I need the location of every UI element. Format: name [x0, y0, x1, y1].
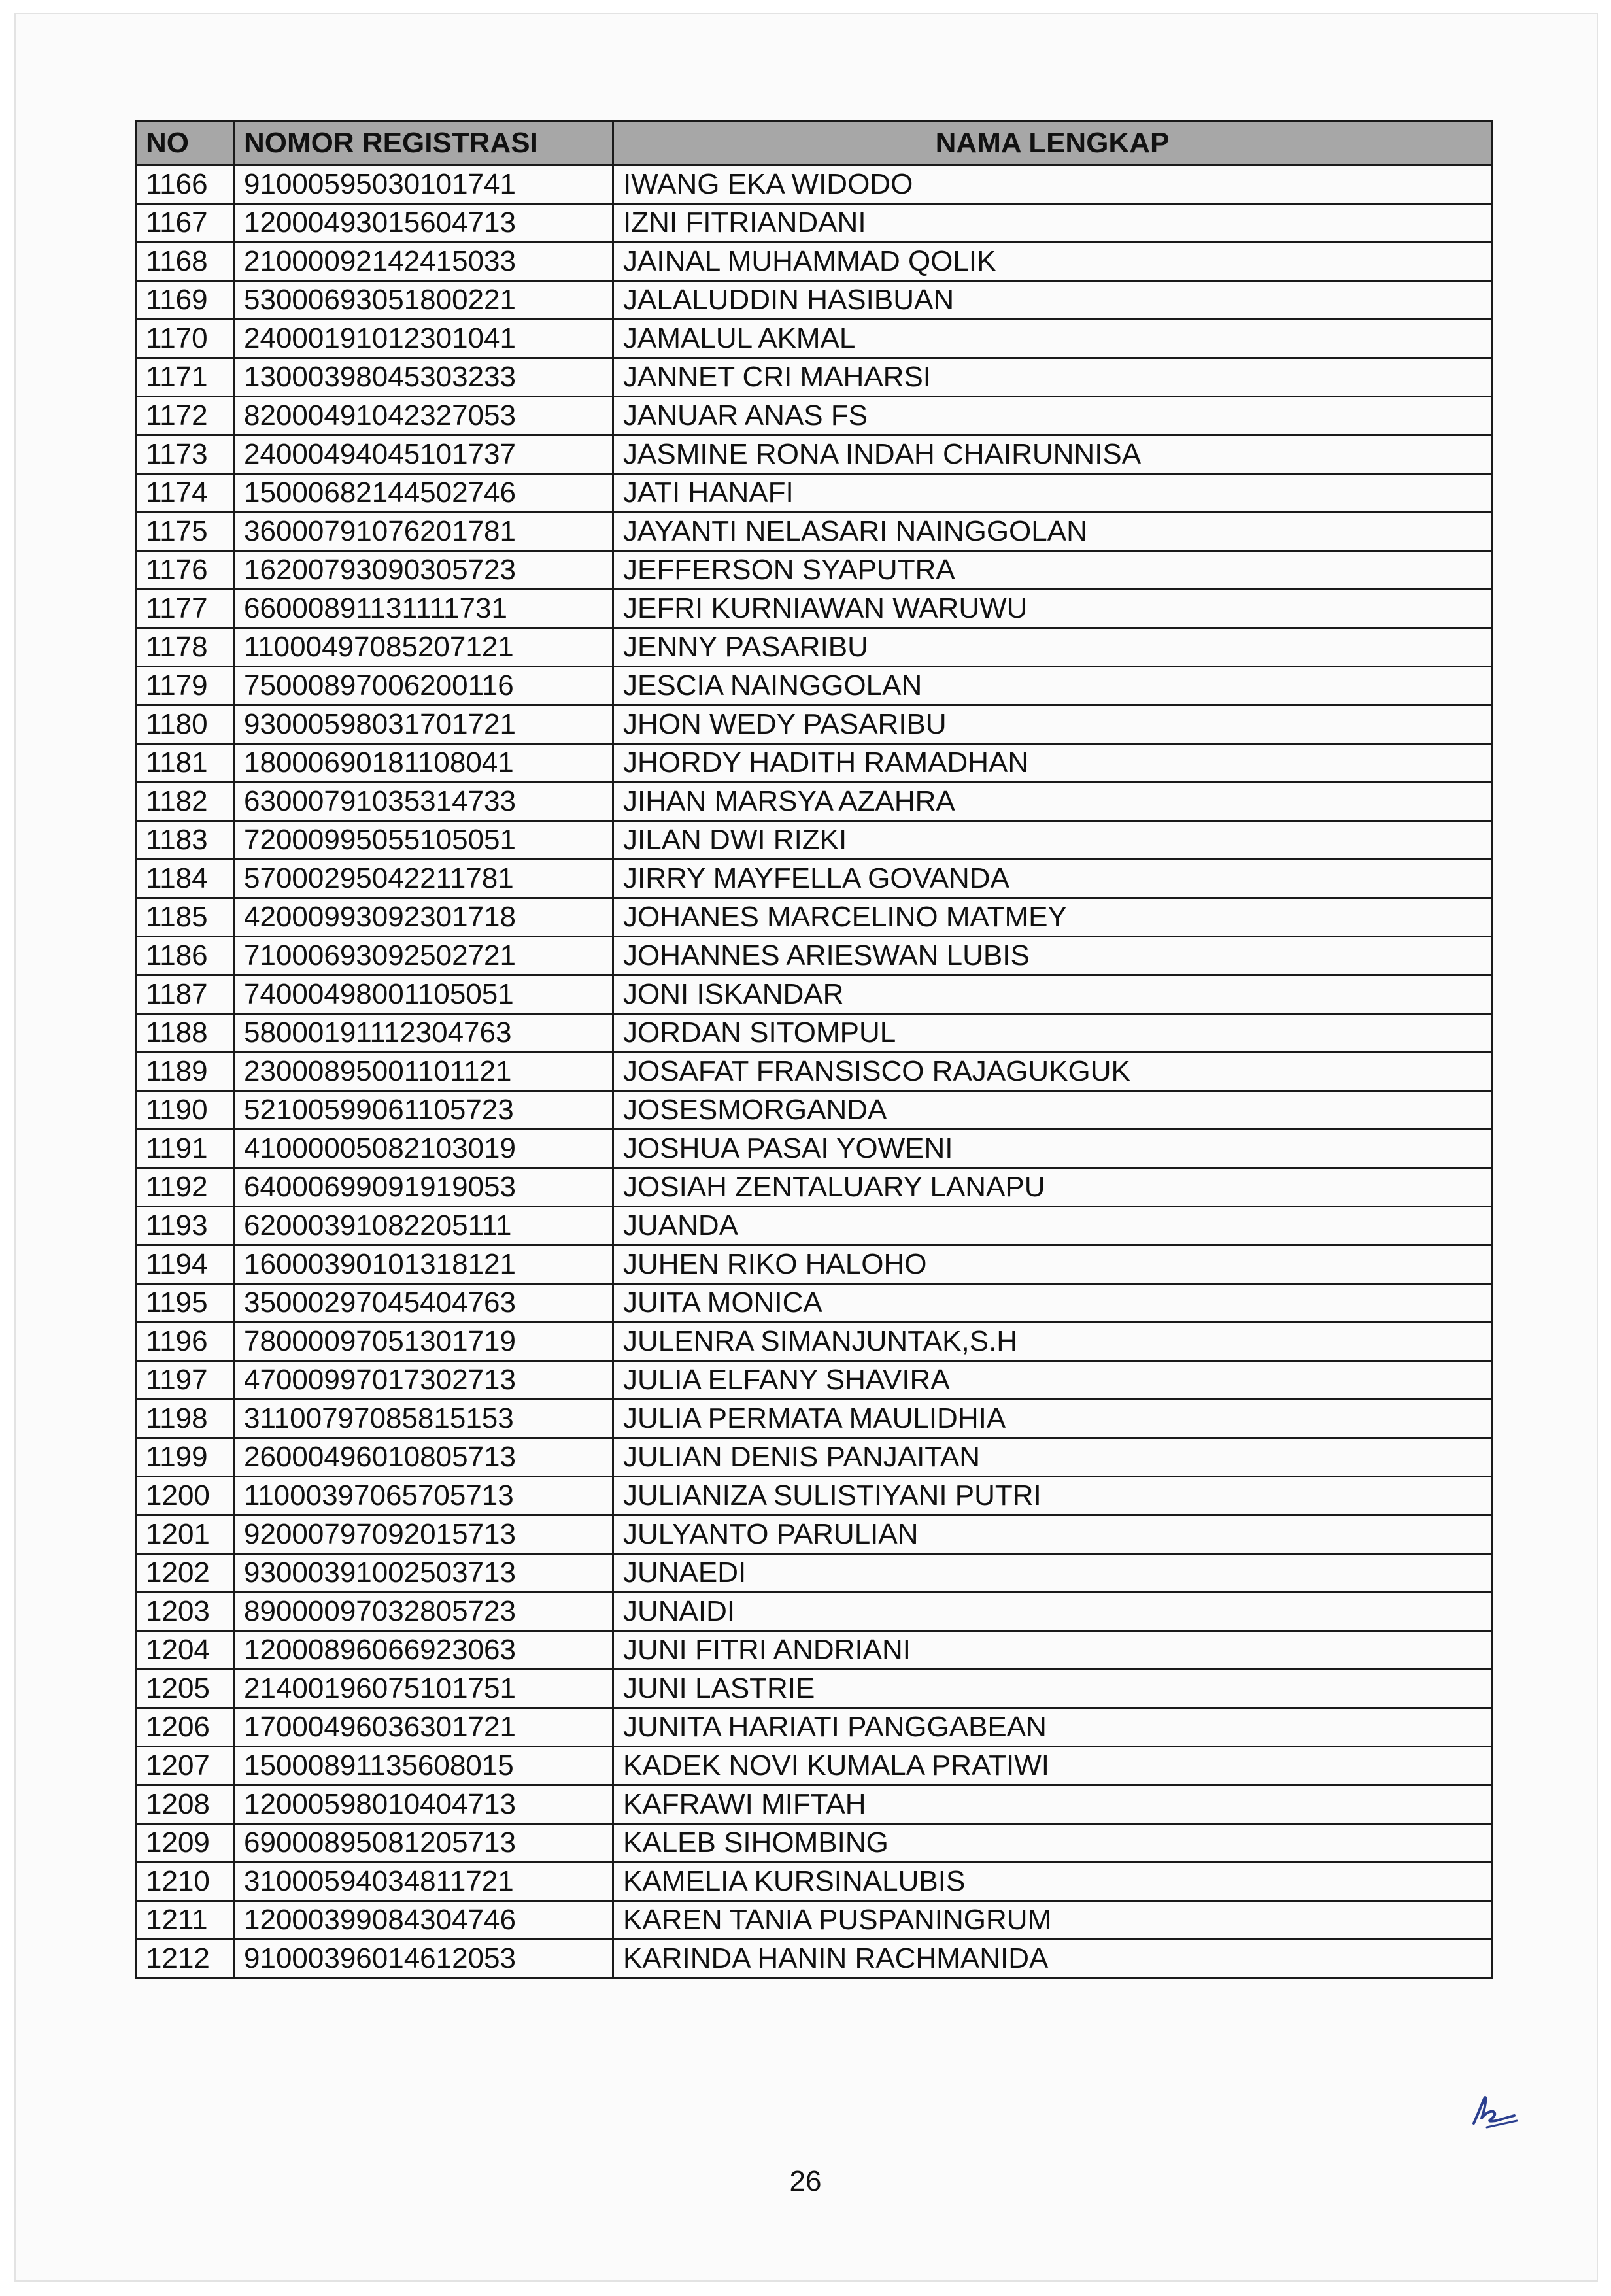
- full-name-cell: JEFRI KURNIAWAN WARUWU: [613, 590, 1492, 628]
- table-row: [136, 1940, 1492, 1978]
- row-number-cell: 1199: [136, 1438, 234, 1477]
- row-number-cell: 1200: [136, 1477, 234, 1515]
- full-name-cell: KADEK NOVI KUMALA PRATIWI: [613, 1747, 1492, 1785]
- registration-number-cell: 52100599061105723: [234, 1091, 613, 1130]
- row-number-cell: 1168: [136, 243, 234, 281]
- full-name-cell: JUHEN RIKO HALOHO: [613, 1245, 1492, 1284]
- table-row: [136, 1130, 1492, 1168]
- full-name-cell: JENNY PASARIBU: [613, 628, 1492, 667]
- registration-number-cell: 74000498001105051: [234, 975, 613, 1014]
- registration-number-cell: 58000191112304763: [234, 1014, 613, 1053]
- row-number-cell: 1193: [136, 1207, 234, 1245]
- full-name-cell: JORDAN SITOMPUL: [613, 1014, 1492, 1053]
- full-name-cell: JUNI LASTRIE: [613, 1670, 1492, 1708]
- table-row: [136, 667, 1492, 705]
- row-number-cell: 1206: [136, 1708, 234, 1747]
- registration-number-cell: 21000092142415033: [234, 243, 613, 281]
- registration-number-cell: 82000491042327053: [234, 397, 613, 435]
- full-name-cell: JUNAIDI: [613, 1593, 1492, 1631]
- full-name-cell: KAMELIA KURSINALUBIS: [613, 1863, 1492, 1901]
- registration-number-cell: 15000891135608015: [234, 1747, 613, 1785]
- full-name-cell: JASMINE RONA INDAH CHAIRUNNISA: [613, 435, 1492, 474]
- table-row: [136, 744, 1492, 783]
- row-number-cell: 1196: [136, 1323, 234, 1361]
- full-name-cell: JHON WEDY PASARIBU: [613, 705, 1492, 744]
- full-name-cell: JULIA ELFANY SHAVIRA: [613, 1361, 1492, 1400]
- registration-number-cell: 21400196075101751: [234, 1670, 613, 1708]
- row-number-cell: 1169: [136, 281, 234, 320]
- table-row: [136, 1400, 1492, 1438]
- table-row: [136, 628, 1492, 667]
- registration-number-cell: 62000391082205111: [234, 1207, 613, 1245]
- row-number-cell: 1189: [136, 1053, 234, 1091]
- table-row: [136, 358, 1492, 397]
- table-row: [136, 937, 1492, 975]
- registration-number-cell: 91000595030101741: [234, 165, 613, 204]
- table-row: [136, 435, 1492, 474]
- full-name-cell: JUITA MONICA: [613, 1284, 1492, 1323]
- full-name-cell: JULYANTO PARULIAN: [613, 1515, 1492, 1554]
- table-row: [136, 1593, 1492, 1631]
- row-number-cell: 1173: [136, 435, 234, 474]
- table-row: [136, 320, 1492, 358]
- full-name-cell: JAYANTI NELASARI NAINGGOLAN: [613, 513, 1492, 551]
- full-name-cell: JILAN DWI RIZKI: [613, 821, 1492, 860]
- row-number-cell: 1166: [136, 165, 234, 204]
- row-number-cell: 1181: [136, 744, 234, 783]
- full-name-cell: KARINDA HANIN RACHMANIDA: [613, 1940, 1492, 1978]
- row-number-cell: 1205: [136, 1670, 234, 1708]
- registration-number-cell: 63000791035314733: [234, 783, 613, 821]
- table-row: [136, 1863, 1492, 1901]
- registration-number-cell: 41000005082103019: [234, 1130, 613, 1168]
- registration-number-cell: 36000791076201781: [234, 513, 613, 551]
- table-row: [136, 821, 1492, 860]
- full-name-cell: JAINAL MUHAMMAD QOLIK: [613, 243, 1492, 281]
- registration-number-cell: 78000097051301719: [234, 1323, 613, 1361]
- full-name-cell: JULENRA SIMANJUNTAK,S.H: [613, 1323, 1492, 1361]
- table-row: [136, 1207, 1492, 1245]
- table-header-row: [136, 122, 1492, 165]
- full-name-cell: JALALUDDIN HASIBUAN: [613, 281, 1492, 320]
- registration-number-cell: 12000493015604713: [234, 204, 613, 243]
- row-number-cell: 1180: [136, 705, 234, 744]
- row-number-cell: 1202: [136, 1554, 234, 1593]
- row-number-cell: 1186: [136, 937, 234, 975]
- row-number-cell: 1171: [136, 358, 234, 397]
- row-number-cell: 1172: [136, 397, 234, 435]
- table-row: [136, 1361, 1492, 1400]
- registration-number-cell: 17000496036301721: [234, 1708, 613, 1747]
- registration-number-cell: 47000997017302713: [234, 1361, 613, 1400]
- full-name-cell: JHORDY HADITH RAMADHAN: [613, 744, 1492, 783]
- registration-number-cell: 42000993092301718: [234, 898, 613, 937]
- header-no: NO: [136, 122, 234, 165]
- table-row: [136, 1631, 1492, 1670]
- table-row: [136, 1747, 1492, 1785]
- row-number-cell: 1201: [136, 1515, 234, 1554]
- table-row: [136, 204, 1492, 243]
- table-row: [136, 1670, 1492, 1708]
- registration-number-cell: 11000397065705713: [234, 1477, 613, 1515]
- full-name-cell: JONI ISKANDAR: [613, 975, 1492, 1014]
- row-number-cell: 1194: [136, 1245, 234, 1284]
- table-row: [136, 705, 1492, 744]
- full-name-cell: JOSIAH ZENTALUARY LANAPU: [613, 1168, 1492, 1207]
- registration-number-cell: 71000693092502721: [234, 937, 613, 975]
- table-row: [136, 783, 1492, 821]
- table-row: [136, 513, 1492, 551]
- registration-number-cell: 53000693051800221: [234, 281, 613, 320]
- registration-number-cell: 64000699091919053: [234, 1168, 613, 1207]
- full-name-cell: JIRRY MAYFELLA GOVANDA: [613, 860, 1492, 898]
- full-name-cell: JULIA PERMATA MAULIDHIA: [613, 1400, 1492, 1438]
- row-number-cell: 1204: [136, 1631, 234, 1670]
- table-row: [136, 1245, 1492, 1284]
- row-number-cell: 1198: [136, 1400, 234, 1438]
- table-row: [136, 1901, 1492, 1940]
- row-number-cell: 1207: [136, 1747, 234, 1785]
- full-name-cell: JOHANES MARCELINO MATMEY: [613, 898, 1492, 937]
- table-row: [136, 1708, 1492, 1747]
- row-number-cell: 1211: [136, 1901, 234, 1940]
- full-name-cell: JUANDA: [613, 1207, 1492, 1245]
- registration-number-cell: 57000295042211781: [234, 860, 613, 898]
- registration-number-cell: 26000496010805713: [234, 1438, 613, 1477]
- registration-number-cell: 75000897006200116: [234, 667, 613, 705]
- registration-number-cell: 24000494045101737: [234, 435, 613, 474]
- row-number-cell: 1176: [136, 551, 234, 590]
- row-number-cell: 1195: [136, 1284, 234, 1323]
- table-row: [136, 975, 1492, 1014]
- row-number-cell: 1177: [136, 590, 234, 628]
- full-name-cell: JANUAR ANAS FS: [613, 397, 1492, 435]
- table-row: [136, 165, 1492, 204]
- table-row: [136, 1323, 1492, 1361]
- table-row: [136, 1785, 1492, 1824]
- row-number-cell: 1191: [136, 1130, 234, 1168]
- registration-number-cell: 91000396014612053: [234, 1940, 613, 1978]
- table-row: [136, 281, 1492, 320]
- registration-number-cell: 92000797092015713: [234, 1515, 613, 1554]
- table-row: [136, 1477, 1492, 1515]
- table-row: [136, 243, 1492, 281]
- full-name-cell: JUNI FITRI ANDRIANI: [613, 1631, 1492, 1670]
- signature-mark: [1465, 2089, 1523, 2135]
- full-name-cell: JEFFERSON SYAPUTRA: [613, 551, 1492, 590]
- table-row: [136, 474, 1492, 513]
- row-number-cell: 1188: [136, 1014, 234, 1053]
- full-name-cell: JESCIA NAINGGOLAN: [613, 667, 1492, 705]
- row-number-cell: 1187: [136, 975, 234, 1014]
- table-row: [136, 1014, 1492, 1053]
- full-name-cell: JOHANNES ARIESWAN LUBIS: [613, 937, 1492, 975]
- table-body: [136, 165, 1492, 1978]
- full-name-cell: JIHAN MARSYA AZAHRA: [613, 783, 1492, 821]
- row-number-cell: 1170: [136, 320, 234, 358]
- registration-number-cell: 89000097032805723: [234, 1593, 613, 1631]
- row-number-cell: 1184: [136, 860, 234, 898]
- row-number-cell: 1192: [136, 1168, 234, 1207]
- table-row: [136, 1515, 1492, 1554]
- registration-number-cell: 31000594034811721: [234, 1863, 613, 1901]
- header-full-name: NAMA LENGKAP: [613, 122, 1492, 165]
- registration-number-cell: 12000598010404713: [234, 1785, 613, 1824]
- row-number-cell: 1185: [136, 898, 234, 937]
- registration-number-cell: 16000390101318121: [234, 1245, 613, 1284]
- registration-number-cell: 93000598031701721: [234, 705, 613, 744]
- row-number-cell: 1167: [136, 204, 234, 243]
- row-number-cell: 1183: [136, 821, 234, 860]
- registration-number-cell: 16200793090305723: [234, 551, 613, 590]
- table-row: [136, 397, 1492, 435]
- full-name-cell: JATI HANAFI: [613, 474, 1492, 513]
- full-name-cell: JANNET CRI MAHARSI: [613, 358, 1492, 397]
- full-name-cell: KALEB SIHOMBING: [613, 1824, 1492, 1863]
- table-row: [136, 1053, 1492, 1091]
- full-name-cell: JOSAFAT FRANSISCO RAJAGUKGUK: [613, 1053, 1492, 1091]
- row-number-cell: 1182: [136, 783, 234, 821]
- page-number: 26: [789, 2165, 822, 2197]
- row-number-cell: 1197: [136, 1361, 234, 1400]
- registration-number-cell: 93000391002503713: [234, 1554, 613, 1593]
- row-number-cell: 1209: [136, 1824, 234, 1863]
- full-name-cell: KAFRAWI MIFTAH: [613, 1785, 1492, 1824]
- registration-number-cell: 24000191012301041: [234, 320, 613, 358]
- table-row: [136, 1091, 1492, 1130]
- registration-table: [135, 120, 1493, 1979]
- row-number-cell: 1203: [136, 1593, 234, 1631]
- table-row: [136, 860, 1492, 898]
- full-name-cell: JUNITA HARIATI PANGGABEAN: [613, 1708, 1492, 1747]
- full-name-cell: JAMALUL AKMAL: [613, 320, 1492, 358]
- registration-number-cell: 72000995055105051: [234, 821, 613, 860]
- full-name-cell: KAREN TANIA PUSPANINGRUM: [613, 1901, 1492, 1940]
- row-number-cell: 1190: [136, 1091, 234, 1130]
- table-row: [136, 1284, 1492, 1323]
- registration-number-cell: 12000399084304746: [234, 1901, 613, 1940]
- registration-number-cell: 23000895001101121: [234, 1053, 613, 1091]
- row-number-cell: 1208: [136, 1785, 234, 1824]
- row-number-cell: 1212: [136, 1940, 234, 1978]
- registration-number-cell: 11000497085207121: [234, 628, 613, 667]
- row-number-cell: 1174: [136, 474, 234, 513]
- registration-number-cell: 66000891131111731: [234, 590, 613, 628]
- full-name-cell: JULIANIZA SULISTIYANI PUTRI: [613, 1477, 1492, 1515]
- registration-number-cell: 31100797085815153: [234, 1400, 613, 1438]
- table-row: [136, 1438, 1492, 1477]
- registration-number-cell: 69000895081205713: [234, 1824, 613, 1863]
- row-number-cell: 1175: [136, 513, 234, 551]
- registration-number-cell: 15000682144502746: [234, 474, 613, 513]
- registration-number-cell: 35000297045404763: [234, 1284, 613, 1323]
- full-name-cell: IZNI FITRIANDANI: [613, 204, 1492, 243]
- row-number-cell: 1178: [136, 628, 234, 667]
- full-name-cell: JOSESMORGANDA: [613, 1091, 1492, 1130]
- registration-number-cell: 12000896066923063: [234, 1631, 613, 1670]
- row-number-cell: 1179: [136, 667, 234, 705]
- full-name-cell: JULIAN DENIS PANJAITAN: [613, 1438, 1492, 1477]
- table-row: [136, 1554, 1492, 1593]
- table-row: [136, 898, 1492, 937]
- row-number-cell: 1210: [136, 1863, 234, 1901]
- full-name-cell: JOSHUA PASAI YOWENI: [613, 1130, 1492, 1168]
- table-row: [136, 1824, 1492, 1863]
- table-row: [136, 551, 1492, 590]
- table-row: [136, 1168, 1492, 1207]
- full-name-cell: IWANG EKA WIDODO: [613, 165, 1492, 204]
- registration-number-cell: 13000398045303233: [234, 358, 613, 397]
- table-row: [136, 590, 1492, 628]
- full-name-cell: JUNAEDI: [613, 1554, 1492, 1593]
- header-registration-number: NOMOR REGISTRASI: [234, 122, 613, 165]
- registration-number-cell: 18000690181108041: [234, 744, 613, 783]
